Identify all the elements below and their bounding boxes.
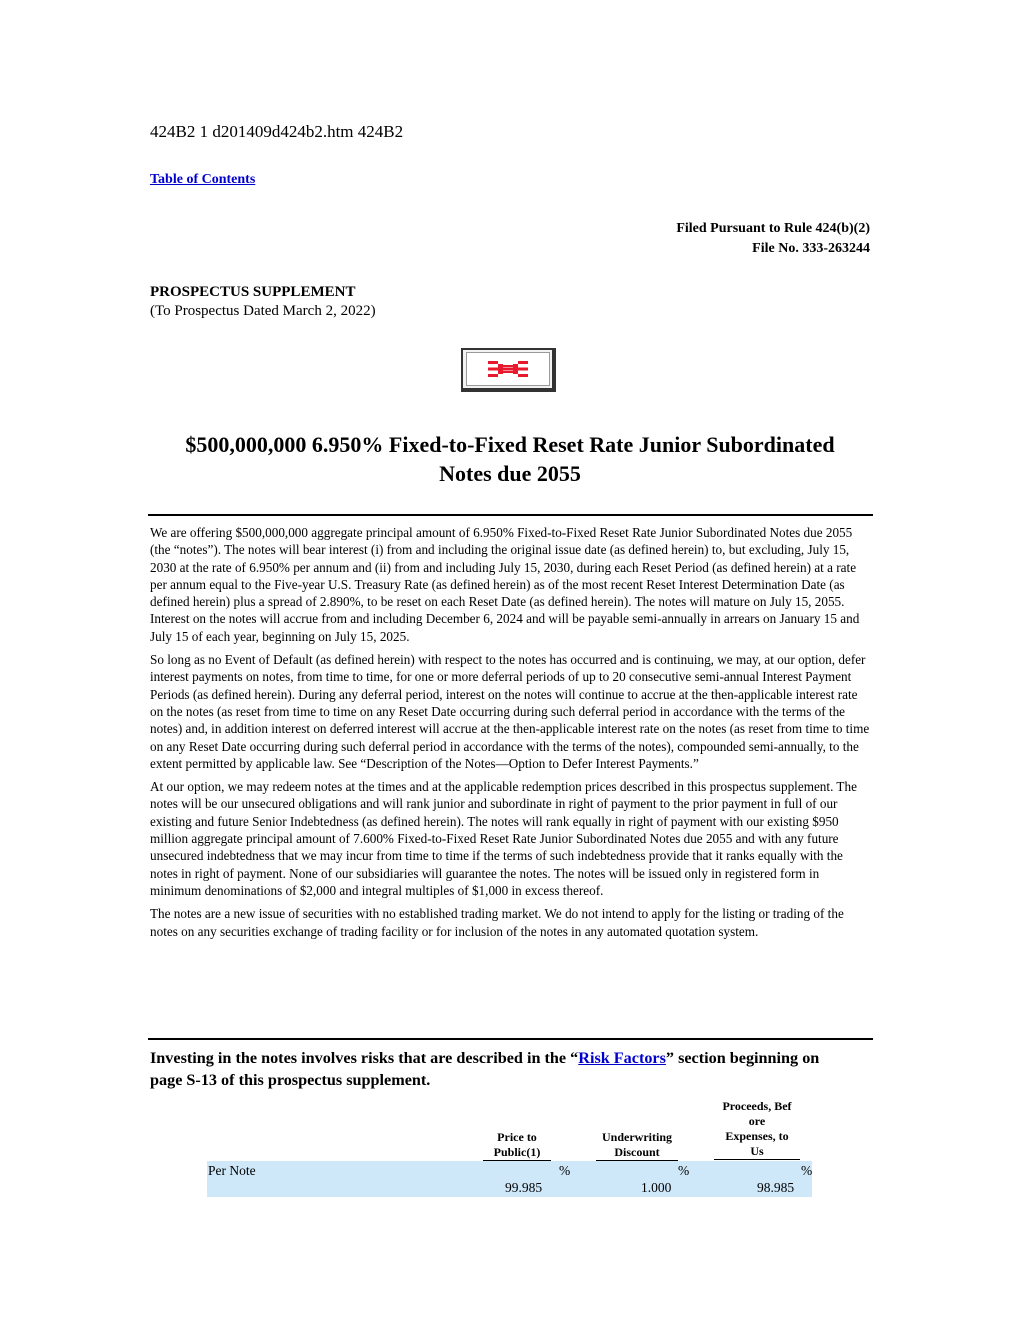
summary-paragraph: At our option, we may redeem notes at the times and at the applicable redemption prices described in this prospectus supplement. The notes will be our unsecured obligations and will rank junior and subordinate in right of payment to the prior payment in full of our existing and future Senior Indebtedness (as defined herein). The notes will rank equally in right of payment with our existing $950 million aggregate principal amount of 7.600% Fixed-to-Fixed Reset Rate Junior Subordinated Notes due 2055 and with any future unsecured indebtedness that we may incur from time to time if the terms of such indebtedness provide that it ranks equally with the notes in right of payment. None of our subsidiaries will guarantee the notes. The notes will be issued only in registered form in minimum denominations of $2,000 and integral multiples of $1,000 in excess thereof.	[150, 779, 857, 898]
offering-summary	[150, 524, 872, 946]
column-header-proceeds: Proceeds, Bef ore Expenses, to Us	[714, 1099, 800, 1160]
risk-factors-link[interactable]: Risk Factors	[578, 1049, 666, 1067]
summary-paragraph: So long as no Event of Default (as defined herein) with respect to the notes has occurred and is continuing, we may, at our option, defer interest payments on notes, from time to time, for one or more deferral periods of up to 20 consecutive semi-annual Interest Payment Periods (as defined herein). During any deferral period, interest on the notes will continue to accrue at the then-applicable interest rate on the notes (as reset from time to time on any Reset Date occurring during such deferral period in accordance with the terms of the notes) and, in addition interest on deferred interest will accrue at the then-applicable interest rate on the notes (as reset from time to time on any Reset Date occurring during such deferral period in accordance with the terms of the notes), compounded semi-annually, to the extent permitted by applicable law. See “Description of the Notes—Option to Defer Interest Payments.”	[150, 652, 870, 771]
document-file-header: 424B2 1 d201409d424b2.htm 424B2	[150, 122, 404, 141]
divider-bottom	[148, 1038, 873, 1040]
risk-text-before: Investing in the notes involves risks that are described in the “	[150, 1049, 579, 1067]
supplement-subheading: (To Prospectus Dated March 2, 2022)	[150, 303, 376, 319]
row-label: Per Note	[208, 1163, 256, 1178]
table-of-contents-link[interactable]: Table of Contents	[150, 172, 256, 187]
percent-sign: %	[678, 1163, 690, 1178]
price-to-public-value: 99.985	[505, 1180, 543, 1195]
risk-statement	[150, 1047, 850, 1091]
percent-sign: %	[801, 1163, 813, 1178]
summary-paragraph: We are offering $500,000,000 aggregate principal amount of 6.950% Fixed-to-Fixed Reset Rate Junior Subordinated Notes due 2055 (the “notes”). The notes will bear interest (i) from and including the original issue date (as defined herein) to, but excluding, July 15, 2030 at the rate of 6.950% per annum and (ii) from and including July 15, 2030, during each Reset Period (as defined herein) at a rate per annum equal to the Five-year U.S. Treasury Rate (as defined herein) as of the most recent Reset Interest Determination Date (as defined herein) plus a spread of 2.890%, to be reset on each Reset Date (as defined herein). The notes will mature on July 15, 2055. Interest on the notes will accrue from and including December 6, 2024 and will be payable semi-annually in arrears on January 15 and July 15 of each year, beginning on July 15, 2025.	[150, 525, 860, 644]
filing-rule: Filed Pursuant to Rule 424(b)(2)	[676, 221, 870, 236]
supplement-heading: PROSPECTUS SUPPLEMENT	[150, 284, 356, 300]
divider-top	[148, 514, 873, 516]
summary-paragraph: The notes are a new issue of securities with no established trading market. We do not intend to apply for the listing or trading of the notes on any securities exchange of trading facility or for inclusion of the notes in any automated quotation system.	[150, 906, 844, 939]
risk-text-after: ” section beginning on page S-13 of this prospectus supplement.	[150, 1049, 820, 1089]
offering-title	[150, 430, 870, 488]
offering-title-line-2: Notes due 2055	[439, 461, 581, 486]
column-header-price-to-public: Price to Public(1)	[483, 1130, 551, 1161]
percent-sign: %	[559, 1163, 571, 1178]
offering-title-line-1: $500,000,000 6.950% Fixed-to-Fixed Reset Rate Junior Subordinated	[185, 432, 835, 457]
file-number: File No. 333-263244	[752, 241, 870, 256]
column-header-underwriting-discount: Underwriting Discount	[596, 1130, 678, 1161]
underwriting-discount-value: 1.000	[641, 1180, 672, 1195]
company-logo	[461, 348, 556, 392]
broken-image-icon	[486, 359, 530, 379]
prospectus-supplement-header	[150, 283, 376, 321]
proceeds-value: 98.985	[757, 1180, 795, 1195]
filing-info	[676, 219, 870, 259]
